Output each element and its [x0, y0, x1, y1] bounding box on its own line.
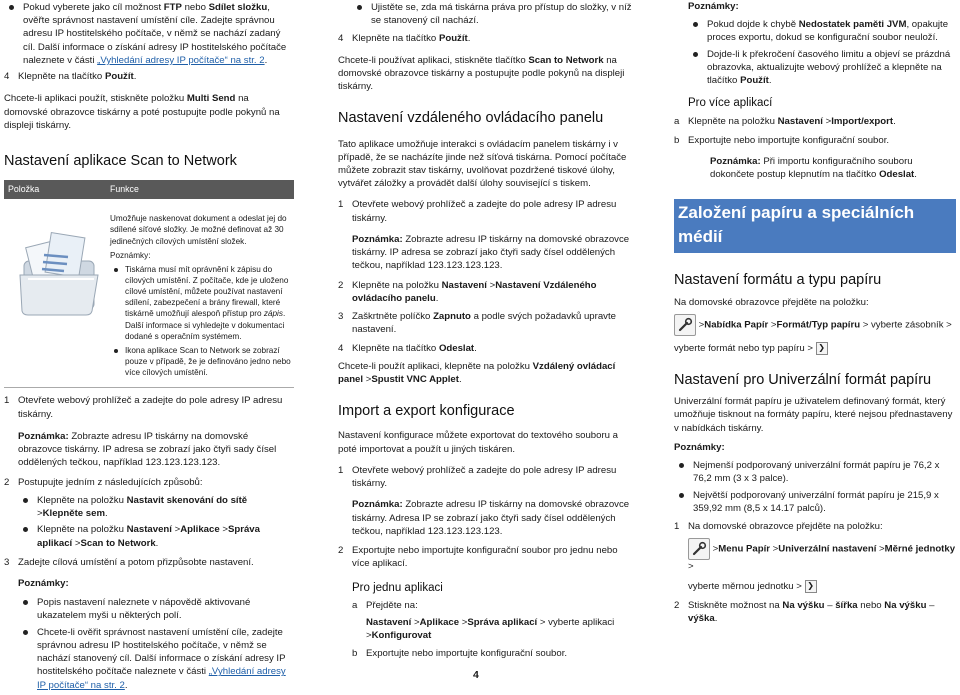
paragraph: Tato aplikace umožňuje interakci s ovládacím panelem tiskárny i v případě, že se nacházíte jinde než síťová tiskárna. Pomocí počítače můžete zobrazit stav tiskárny, uvolňovat pozdržené tiskové úlohy, vytvářet záložky a provádět další úlohy související s tiskem. [338, 138, 627, 190]
menu-path: >Menu Papír >Univerzální nastavení >Měrné jednotky > vyberte měrnou jednotku > ❯ [674, 538, 956, 593]
submit-arrow-icon[interactable]: ❯ [816, 342, 828, 355]
sub-step-a: a Přejděte na: Nastavení >Aplikace >Správa aplikací > vyberte aplikaci >Konfigurovat [352, 599, 634, 642]
paragraph: Chcete-li použít aplikaci, klepněte na položku Vzdálený ovládací panel >Spustit VNC Applet. [338, 360, 616, 386]
list-item: Pokud vyberete jako cíl možnost FTP nebo Sdílet složku, ověřte správnost nastavení umístění cíle. Zadejte správnou adresu IP hostitelského počítače, v němž se nachází zadaný cíl. Další informace o získání adresy IP hostitelského počítače naleznete v části „Vyhledání adresy IP počítače“ na str. 2. [4, 1, 294, 67]
note: Poznámka: Zobrazte adresu IP tiskárny na domovské obrazovce tiskárny. Adresa IP se zobrazí jako čtyři sady čísel oddělených tečkou, například 123.123.123.123. [352, 499, 630, 537]
column-middle [338, 0, 634, 665]
sub-step-a: a Klepněte na položku Nastavení >Import/export. [674, 116, 896, 128]
step-1: 1 Otevřete webový prohlížeč a zadejte do pole adresy IP adresu tiskárny. [338, 464, 617, 490]
list-item: Chcete-li ověřit správnost nastavení umístění cíle, zadejte správnou adresu IP hostitelského počítače, v němž se nachází stanovený cíl. Další informace o získání adresy IP hostitelského počítače naleznete v části „Vyhledání adresy IP počítače“ na str. 2. [18, 626, 294, 692]
list-item: Klepněte na položku Nastavení >Aplikace >Správa aplikací >Scan to Network. [18, 523, 294, 549]
notes-label: Poznámky: [688, 1, 739, 12]
sub-step-b: b Exportujte nebo importujte konfigurační soubor. [674, 134, 890, 146]
column-right [674, 0, 956, 630]
list-item: Dojde-li k překročení časového limitu a objeví se prázdná obrazovka, aktualizujte webový prohlížeč a klepněte na tlačítko Použít. [688, 48, 956, 88]
step-2: 2 Exportujte nebo importujte konfigurační soubor pro jednu nebo více aplikací. [338, 545, 618, 570]
ip-lookup-link[interactable]: „Vyhledání adresy IP počítače“ na str. 2 [97, 54, 265, 66]
section-heading-paper-format: Nastavení formátu a typu papíru [674, 272, 882, 289]
step-3: 3 Zaškrtněte políčko Zapnuto a podle svých požadavků upravte nastavení. [338, 311, 616, 336]
notes-label: Poznámky: [18, 578, 69, 589]
section-heading-scan-to-network: Nastavení aplikace Scan to Network [4, 153, 237, 170]
step-4: 4 Klepněte na tlačítko Použít. [338, 33, 471, 45]
step-2: 2 Postupujte jedním z následujících způsobů: [4, 476, 203, 488]
scan-to-network-icon [4, 199, 106, 387]
column-left [4, 0, 294, 695]
paragraph: Nastavení konfigurace můžete exportovat do textového souboru a poté importovat a použít u jiných tiskáren. [338, 430, 618, 455]
paragraph: Na domovské obrazovce přejděte na položku: [674, 296, 869, 308]
list-item: Popis nastavení naleznete v nápovědě aktivované ukazatelem myši u některých polí. [18, 596, 294, 622]
note: Poznámka: Zobrazte adresu IP tiskárny na domovské obrazovce tiskárny. IP adresa se zobrazí jako čtyři sady čísel oddělených tečkou, například 123.123.123.123. [352, 233, 630, 272]
note: Poznámka: Při importu konfiguračního souboru dokončete postup klepnutím na tlačítko Odeslat. [710, 155, 917, 180]
feature-table [4, 180, 294, 388]
step-3: 3 Zadejte cílová umístění a potom přizpůsobte nastavení. [4, 556, 254, 568]
menu-path: Nastavení >Aplikace >Správa aplikací > vyberte aplikaci >Konfigurovat [366, 616, 615, 641]
subheading-multiple-apps: Pro více aplikací [688, 97, 773, 110]
note: Poznámka: Zobrazte adresu IP tiskárny na domovské obrazovce tiskárny. IP adresa se zobrazí jako čtyři sady čísel oddělených tečkou, například 123.123.123.123. [18, 430, 277, 469]
paragraph: Chcete-li používat aplikaci, stiskněte tlačítko Scan to Network na domovské obrazovce tiskárny a postupujte podle pokynů na displeji tiskárny. [338, 54, 625, 93]
list-item: Klepněte na položku Nastavit skenování do sítě >Klepněte sem. [18, 494, 294, 520]
list-item: Ikona aplikace Scan to Network se zobrazí pouze v případě, že je definováno jedno nebo více cílových umístění. [110, 345, 294, 378]
table-row [4, 199, 294, 388]
step-1: 1 Na domovské obrazovce přejděte na položku: [674, 521, 883, 533]
list-item: Nejmenší podporovaný univerzální formát papíru je 76,2 x 76,2 mm (3 x 3 palce). [674, 459, 956, 485]
list-item: Tiskárna musí mít oprávnění k zápisu do cílových umístění. Z počítače, kde je uloženo cílové umístění, můžete používat nastavení sdílení, zabezpečení a brány firewall, které tiskárně umožňují alespoň přístup pro zápis. Další informace si vyhledejte v dokumentaci dodané s operačním systémem. [110, 264, 294, 342]
menu-path: >Nabídka Papír >Formát/Typ papíru > vyberte zásobník > vyberte formát nebo typ papíru > ❯ [674, 314, 956, 355]
list-item: Největší podporovaný univerzální formát papíru je 215,9 x 359,92 mm (8,5 x 14.17 palců). [674, 489, 956, 515]
ip-lookup-link[interactable]: „Vyhledání adresy IP počítače“ na str. 2 [37, 666, 286, 691]
settings-wrench-icon[interactable] [674, 314, 696, 336]
page-number: 4 [473, 669, 479, 681]
section-heading-universal-paper: Nastavení pro Univerzální formát papíru [674, 372, 932, 389]
subheading-single-app: Pro jednu aplikaci [352, 581, 443, 594]
chapter-banner: Založení papíru a speciálních médií [674, 199, 956, 253]
table-header [4, 180, 294, 199]
sub-step-b: b Exportujte nebo importujte konfigurační soubor. [352, 648, 568, 660]
paragraph: Chcete-li aplikaci použít, stiskněte položku Multi Send na domovské obrazovce tiskárny a poté postupujte podle pokynů na displeji tiskárny. [4, 93, 280, 131]
list-item: Pokud dojde k chybě Nedostatek paměti JVM, opakujte proces exportu, dokud se konfigurační soubor neuloží. [688, 18, 956, 44]
step-1: 1 Otevřete webový prohlížeč a zadejte do pole adresy IP adresu tiskárny. [338, 199, 617, 224]
list-item: Ujistěte se, zda má tiskárna práva pro přístup do složky, v níž se stanovený cíl nachází. [352, 1, 634, 27]
submit-arrow-icon[interactable]: ❯ [805, 580, 817, 593]
step-4: 4 Klepněte na tlačítko Odeslat. [338, 342, 477, 354]
section-heading-remote-panel: Nastavení vzdáleného ovládacího panelu [338, 110, 604, 127]
table-header-item: Položka [8, 184, 40, 195]
notes-label: Poznámky: [674, 441, 725, 453]
step-2: 2 Klepněte na položku Nastavení >Nastavení Vzdáleného ovládacího panelu. [338, 279, 597, 304]
step-2: 2 Stiskněte možnost na Na výšku – šířka nebo Na výšku – výška. [674, 599, 935, 625]
table-function-cell: Umožňuje naskenovat dokument a odeslat jej do sdílené síťové složky. Je možné definovat až 30 jedinečných cílových umístění složek. Poznámky: Tiskárna musí mít oprávnění k zápisu do cílových umístění. Z počítače, kde je uloženo cílové umístění, můžete používat nastavení sdílení, zabezpečení a brány firewall, které tiskárně umožňují alespoň přístup pro zápis. Další informace si vyhledejte v dokumentaci dodané s operačním systémem. Ikona aplikace Scan to Network se zobrazí pouze v případě, že je definováno jedno nebo více cílových umístění. [106, 199, 294, 387]
table-header-function: Funkce [110, 184, 139, 195]
settings-wrench-icon[interactable] [688, 538, 710, 560]
paragraph: Univerzální formát papíru je uživatelem definovaný formát, který umožňuje tisknout na formáty papíru, které nejsou přednastaveny v nabídkách tiskárny. [674, 396, 953, 434]
step-4: 4 Klepněte na tlačítko Použít. [4, 71, 137, 83]
step-1: 1 Otevřete webový prohlížeč a zadejte do pole adresy IP adresu tiskárny. [4, 395, 283, 420]
section-heading-import-export: Import a export konfigurace [338, 403, 515, 420]
